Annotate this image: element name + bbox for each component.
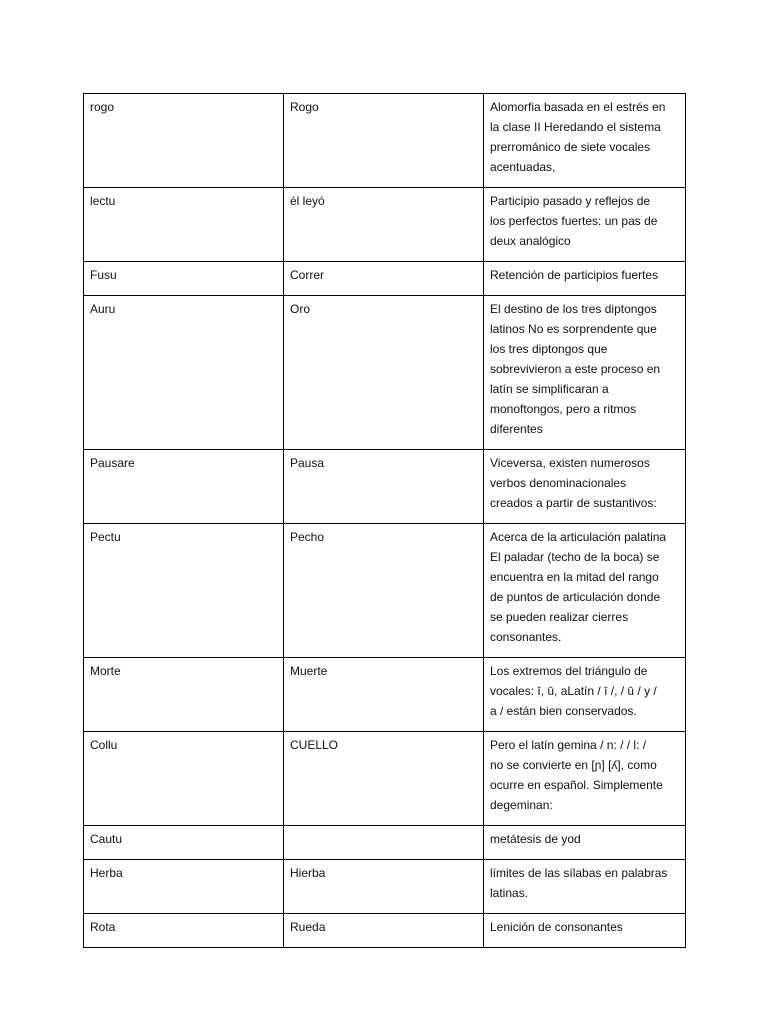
latin-word-cell: rogo — [84, 94, 284, 188]
latin-word-cell: Collu — [84, 732, 284, 826]
latin-word-cell: Auru — [84, 296, 284, 450]
spanish-word-cell: Oro — [284, 296, 484, 450]
table-row — [84, 658, 686, 732]
latin-word-cell: lectu — [84, 188, 284, 262]
table-row — [84, 262, 686, 296]
spanish-word-cell: Rueda — [284, 914, 484, 948]
note-cell: límites de las sílabas en palabras latinas. — [484, 860, 686, 914]
latin-word-cell: Pausare — [84, 450, 284, 524]
latin-word-cell: Morte — [84, 658, 284, 732]
spanish-word-cell: Pausa — [284, 450, 484, 524]
table-row — [84, 188, 686, 262]
note-cell: metátesis de yod — [484, 826, 686, 860]
note-cell: Los extremos del triángulo de vocales: ī, ū, aLatín / ī /, / ū / y / a / están bien conservados. — [484, 658, 686, 732]
latin-word-cell: Herba — [84, 860, 284, 914]
note-cell: Lenición de consonantes — [484, 914, 686, 948]
table-row — [84, 860, 686, 914]
note-cell: El destino de los tres diptongos latinos No es sorprendente que los tres diptongos que sobrevivieron a este proceso en latín se simplificaran a monoftongos, pero a ritmos diferentes — [484, 296, 686, 450]
table-row — [84, 450, 686, 524]
note-cell: Viceversa, existen numerosos verbos denominacionales creados a partir de sustantivos: — [484, 450, 686, 524]
latin-word-cell: Rota — [84, 914, 284, 948]
table-row — [84, 914, 686, 948]
table-row — [84, 732, 686, 826]
table-row — [84, 524, 686, 658]
latin-word-cell: Cautu — [84, 826, 284, 860]
spanish-word-cell: Rogo — [284, 94, 484, 188]
note-cell: Acerca de la articulación palatina El paladar (techo de la boca) se encuentra en la mitad del rango de puntos de articulación donde se pueden realizar cierres consonantes. — [484, 524, 686, 658]
latin-word-cell: Pectu — [84, 524, 284, 658]
word-table-body — [84, 94, 686, 948]
spanish-word-cell: Hierba — [284, 860, 484, 914]
note-cell: Pero el latín gemina / n: / / l: / no se convierte en [ɲ] [ʎ], como ocurre en español. Simplemente degeminan: — [484, 732, 686, 826]
word-table — [83, 93, 686, 948]
table-row — [84, 296, 686, 450]
spanish-word-cell: Correr — [284, 262, 484, 296]
note-cell: Participio pasado y reflejos de los perfectos fuertes: un pas de deux analógico — [484, 188, 686, 262]
spanish-word-cell: Pecho — [284, 524, 484, 658]
spanish-word-cell: él leyó — [284, 188, 484, 262]
latin-word-cell: Fusu — [84, 262, 284, 296]
spanish-word-cell: Muerte — [284, 658, 484, 732]
note-cell: Retención de participios fuertes — [484, 262, 686, 296]
table-row — [84, 826, 686, 860]
note-cell: Alomorfia basada en el estrés en la clase II Heredando el sistema prerrománico de siete vocales acentuadas, — [484, 94, 686, 188]
table-row — [84, 94, 686, 188]
spanish-word-cell — [284, 826, 484, 860]
spanish-word-cell: CUELLO — [284, 732, 484, 826]
